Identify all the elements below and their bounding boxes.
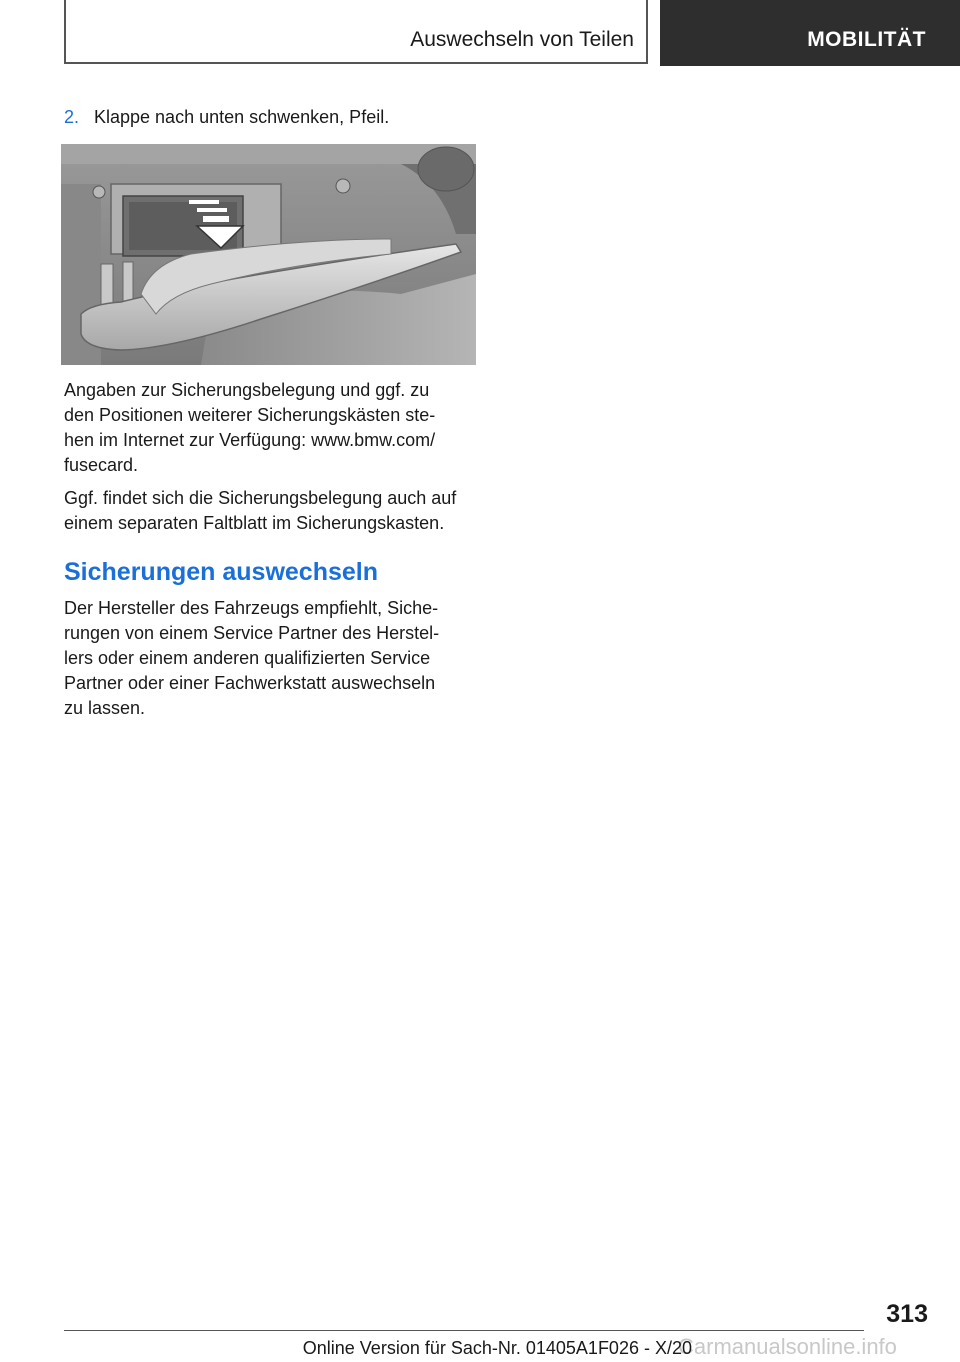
footer-divider	[64, 1330, 864, 1331]
text-line: Partner oder einer Fachwerkstatt auswechseln	[64, 673, 436, 693]
glovebox-figure	[61, 144, 476, 365]
chapter-tab	[660, 0, 960, 66]
header-section-box	[64, 0, 648, 64]
text-line: rungen von einem Service Partner des Herstel-	[64, 623, 440, 643]
replace-fuses-paragraph	[64, 596, 484, 721]
text-line: einem separaten Faltblatt im Sicherungskasten.	[64, 513, 445, 533]
page-number: 313	[886, 1300, 928, 1328]
text-line: fusecard.	[64, 455, 139, 475]
text-line: lers oder einem anderen qualifizierten Service	[64, 648, 431, 668]
text-line: Der Hersteller des Fahrzeugs empfiehlt, Siche-	[64, 598, 439, 618]
text-line: Ggf. findet sich die Sicherungsbelegung auch auf	[64, 488, 457, 508]
text-line: hen im Internet zur Verfügung: www.bmw.com/	[64, 430, 436, 450]
chapter-title: MOBILITÄT	[807, 28, 926, 51]
fuse-info-paragraph	[64, 378, 484, 478]
footer-online-version: Online Version für Sach-Nr. 01405A1F026 - X/20	[302, 1338, 692, 1358]
section-heading: Sicherungen auswechseln	[64, 558, 378, 586]
leaflet-paragraph	[64, 486, 484, 536]
step-text: Klappe nach unten schwenken, Pfeil.	[94, 107, 390, 127]
text-line: Angaben zur Sicherungsbelegung und ggf. zu	[64, 380, 430, 400]
glovebox-fusebox-illustration	[61, 144, 476, 365]
step-item	[64, 104, 389, 130]
watermark: Carmanualsonline.info	[678, 1334, 897, 1359]
text-line: zu lassen.	[64, 698, 146, 718]
step-number: 2.	[64, 107, 80, 127]
section-title: Auswechseln von Teilen	[410, 28, 634, 51]
text-line: den Positionen weiterer Sicherungskästen ste-	[64, 405, 436, 425]
